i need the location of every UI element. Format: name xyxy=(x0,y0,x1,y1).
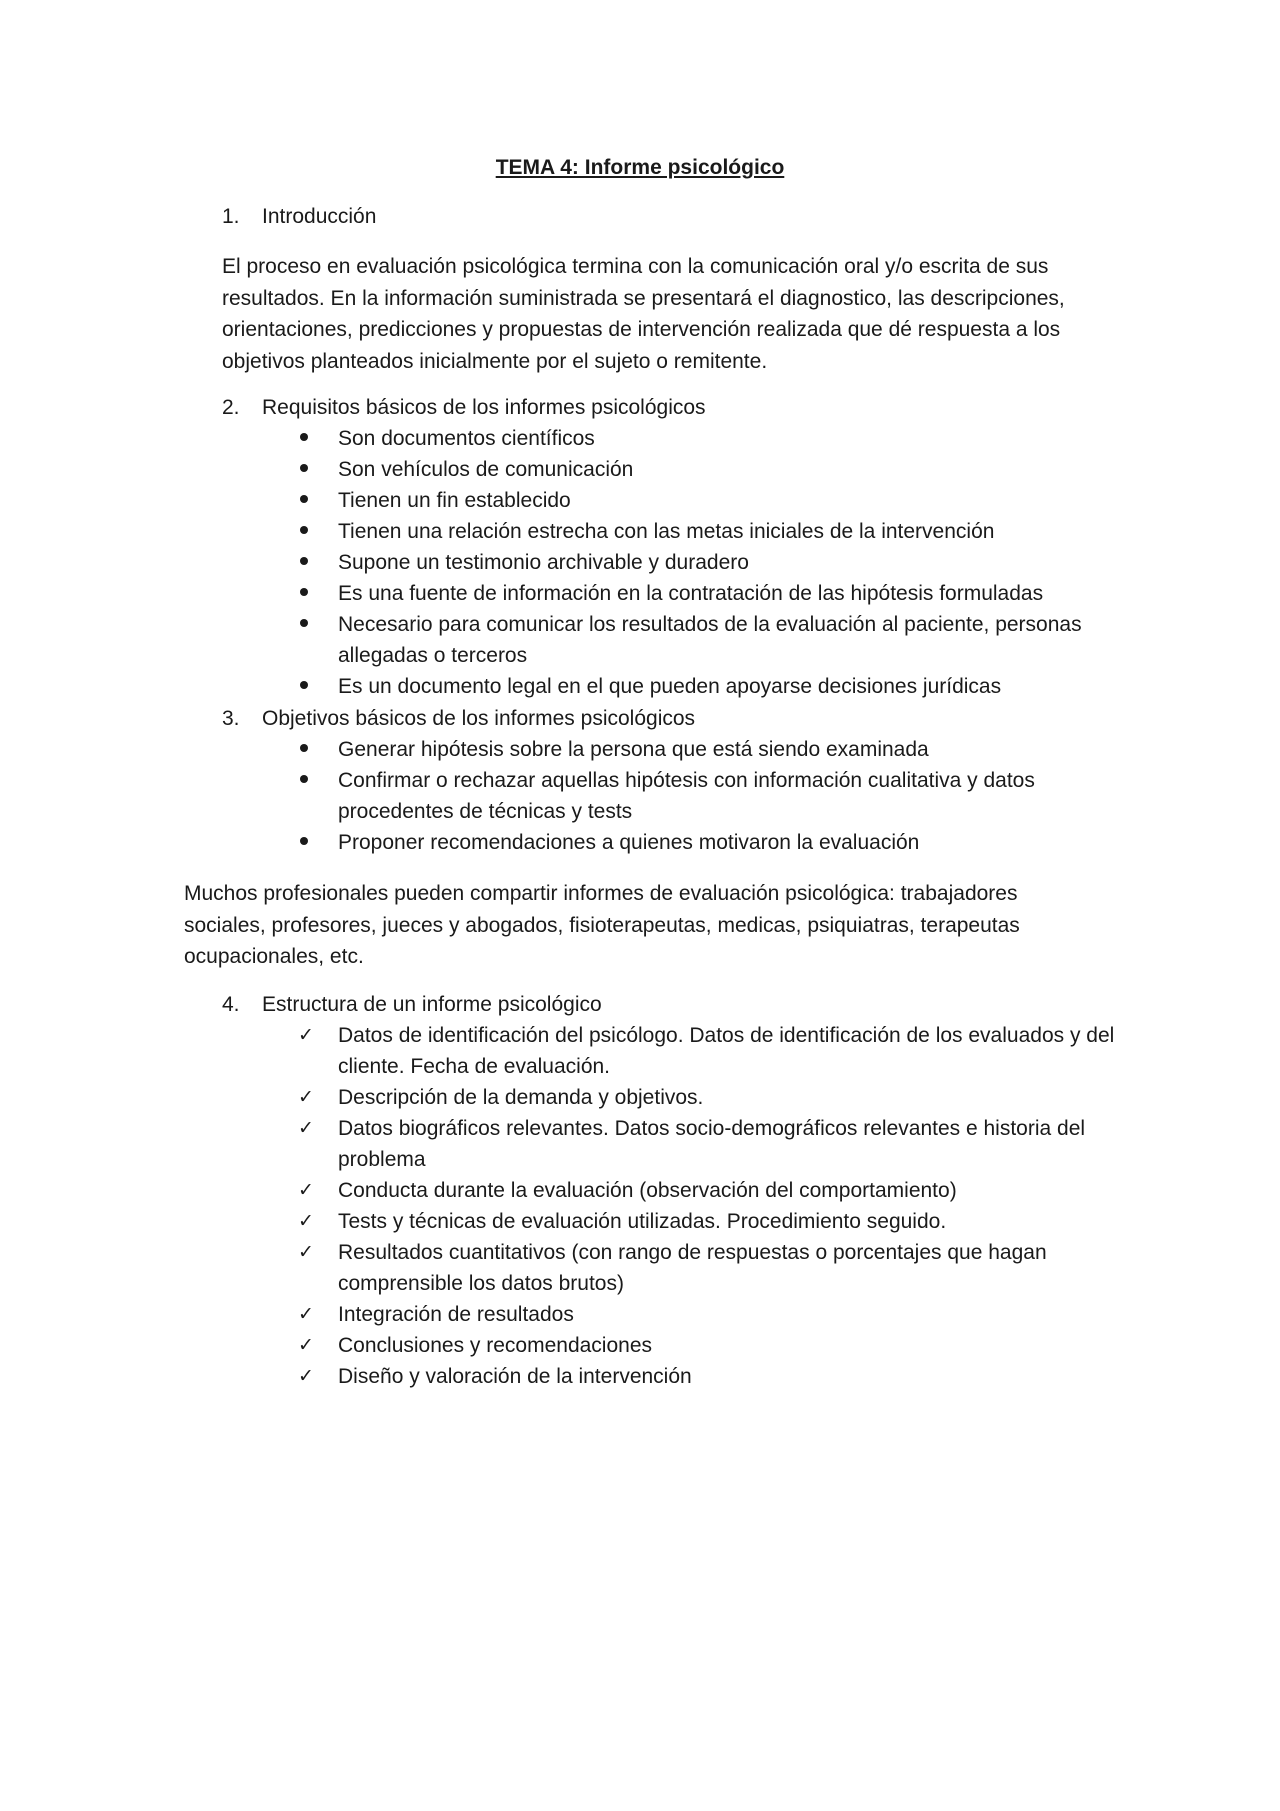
checkmark-icon: ✓ xyxy=(298,1117,314,1139)
list-item: ✓ Conducta durante la evaluación (observación del comportamiento) xyxy=(298,1175,1128,1206)
profesionales-paragraph: Muchos profesionales pueden compartir informes de evaluación psicológica: trabajadores sociales, profesores, jueces y abogados, fisioterapeutas, medicas, psiquiatras, terapeutas ocupacionales, etc. xyxy=(184,882,1020,968)
list-item: ✓ Conclusiones y recomendaciones xyxy=(298,1330,1128,1361)
checkmark-icon: ✓ xyxy=(298,1210,314,1232)
list-item: ✓ Descripción de la demanda y objetivos. xyxy=(298,1082,1128,1113)
list-item: Generar hipótesis sobre la persona que está siendo examinada xyxy=(298,734,1128,765)
requisitos-list xyxy=(298,423,1128,702)
bullet-dot-icon xyxy=(298,516,322,547)
checkmark-icon: ✓ xyxy=(298,1365,314,1387)
bullet-dot-icon xyxy=(298,485,322,516)
bullet-dot-icon xyxy=(298,454,322,485)
checkmark-icon: ✓ xyxy=(298,1241,314,1263)
list-item: Confirmar o rechazar aquellas hipótesis con información cualitativa y datos procedentes de técnicas y tests xyxy=(298,765,1128,827)
list-item: Proponer recomendaciones a quienes motivaron la evaluación xyxy=(298,827,1128,858)
bullet-dot-icon xyxy=(298,578,322,609)
section-heading-4 xyxy=(222,989,602,1020)
bullet-dot-icon xyxy=(298,671,322,702)
checkmark-icon: ✓ xyxy=(298,1334,314,1356)
list-item: ✓ Datos biográficos relevantes. Datos socio-demográficos relevantes e historia del problema xyxy=(298,1113,1128,1175)
list-item: Tienen un fin establecido xyxy=(298,485,1128,516)
bullet-dot-icon xyxy=(298,547,322,578)
list-item: ✓ Integración de resultados xyxy=(298,1299,1128,1330)
bullet-dot-icon xyxy=(298,423,322,454)
objetivos-list xyxy=(298,734,1128,858)
section-number: 2. xyxy=(222,396,240,419)
section-heading-3 xyxy=(222,703,695,734)
page-title: TEMA 4: Informe psicológico xyxy=(495,156,785,179)
section-title: Introducción xyxy=(262,205,377,228)
checkmark-icon: ✓ xyxy=(298,1179,314,1201)
checkmark-icon: ✓ xyxy=(298,1086,314,1108)
list-item: ✓ Diseño y valoración de la intervención xyxy=(298,1361,1128,1392)
list-item: Son vehículos de comunicación xyxy=(298,454,1128,485)
bullet-dot-icon xyxy=(298,734,322,765)
section-heading-1 xyxy=(222,201,376,232)
section-title: Objetivos básicos de los informes psicológicos xyxy=(262,707,696,730)
list-item: Supone un testimonio archivable y duradero xyxy=(298,547,1128,578)
section-title: Requisitos básicos de los informes psicológicos xyxy=(262,396,706,419)
section-number: 1. xyxy=(222,205,240,228)
list-item: Necesario para comunicar los resultados de la evaluación al paciente, personas allegadas o terceros xyxy=(298,609,1128,671)
estructura-list xyxy=(298,1020,1128,1392)
list-item: Es una fuente de información en la contratación de las hipótesis formuladas xyxy=(298,578,1128,609)
checkmark-icon: ✓ xyxy=(298,1024,314,1046)
intro-paragraph: El proceso en evaluación psicológica termina con la comunicación oral y/o escrita de sus resultados. En la información suministrada se presentará el diagnostico, las descripciones, orientaciones, predicciones y propuestas de intervención realizada que dé respuesta a los objetivos planteados inicialmente por el sujeto o remitente. xyxy=(222,255,1065,373)
section-number: 3. xyxy=(222,707,240,730)
list-item: Es un documento legal en el que pueden apoyarse decisiones jurídicas xyxy=(298,671,1128,702)
list-item: ✓ Resultados cuantitativos (con rango de respuestas o porcentajes que hagan comprensible los datos brutos) xyxy=(298,1237,1128,1299)
section-number: 4. xyxy=(222,993,240,1016)
checkmark-icon: ✓ xyxy=(298,1303,314,1325)
list-item: Tienen una relación estrecha con las metas iniciales de la intervención xyxy=(298,516,1128,547)
section-heading-2 xyxy=(222,392,706,423)
list-item: ✓ Datos de identificación del psicólogo. Datos de identificación de los evaluados y del cliente. Fecha de evaluación. xyxy=(298,1020,1128,1082)
list-item: Son documentos científicos xyxy=(298,423,1128,454)
bullet-dot-icon xyxy=(298,827,322,858)
bullet-dot-icon xyxy=(298,765,322,796)
bullet-dot-icon xyxy=(298,609,322,640)
section-title: Estructura de un informe psicológico xyxy=(262,993,602,1016)
list-item: ✓ Tests y técnicas de evaluación utilizadas. Procedimiento seguido. xyxy=(298,1206,1128,1237)
